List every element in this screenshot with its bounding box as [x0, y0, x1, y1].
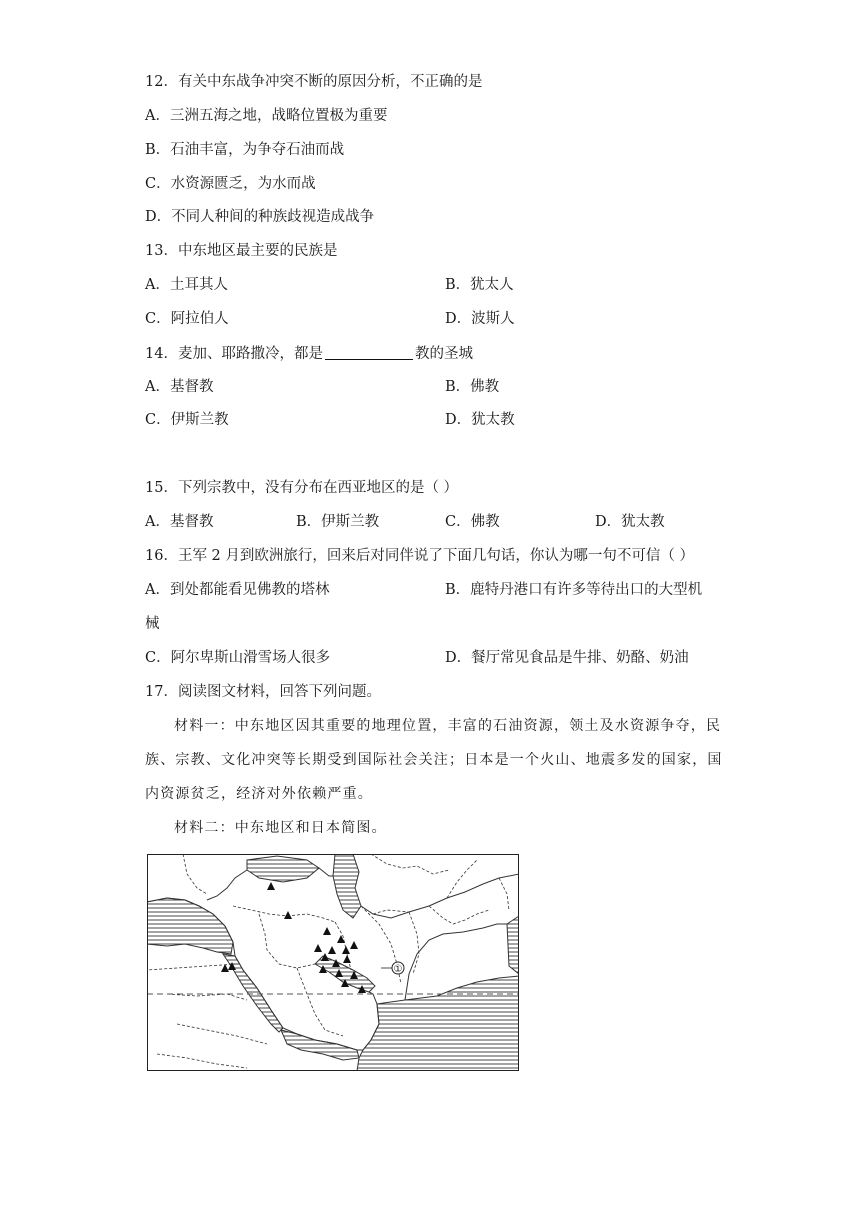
middle-east-map: [147, 854, 519, 1071]
answer-blank: [325, 343, 413, 360]
question-16-stem: 16．王军 2 月到欧洲旅行，回来后对同伴说了下面几句话，你认为哪一句不可信（ ）: [145, 548, 695, 564]
gulf-of-aden: [281, 1030, 359, 1060]
question-14-option-a: A．基督教: [145, 379, 214, 395]
oil-field-triangle-icon: [323, 927, 331, 935]
question-13-stem: 13．中东地区最主要的民族是: [145, 243, 338, 259]
question-14-option-b: B．佛教: [445, 379, 500, 395]
arabian-sea: [357, 976, 519, 1071]
oil-field-triangle-icon: [350, 941, 358, 949]
question-12-option-b: B．石油丰富，为争夺石油而战: [145, 142, 345, 158]
question-12-stem: 12．有关中东战争冲突不断的原因分析，不正确的是: [145, 74, 483, 90]
question-13-option-a: A．土耳其人: [145, 277, 228, 293]
oil-field-triangle-icon: [337, 935, 345, 943]
question-17-stem: 17．阅读图文材料，回答下列问题。: [145, 684, 381, 700]
question-16-option-b-wrap: 械: [145, 616, 160, 632]
mediterranean-sea: [147, 898, 233, 954]
question-13-option-b: B．犹太人: [445, 277, 514, 293]
oil-field-triangle-icon: [221, 964, 229, 972]
material-1-line-2: 族、宗教、文化冲突等长期受到国际社会关注；日本是一个火山、地震多发的国家，国: [145, 752, 723, 768]
oil-field-triangle-icon: [314, 944, 322, 952]
question-13-option-c: C．阿拉伯人: [145, 311, 229, 327]
question-16-option-a: A．到处都能看见佛教的塔林: [145, 582, 330, 598]
question-13-option-d: D．波斯人: [445, 311, 515, 327]
question-12-option-c: C．水资源匮乏，为水而战: [145, 176, 316, 192]
question-15-option-c: C．佛教: [445, 514, 500, 530]
question-14-stem: [145, 343, 473, 364]
oil-field-triangle-icon: [328, 946, 336, 954]
bay-of-bengal: [507, 916, 519, 974]
material-1-line-1: 材料一：中东地区因其重要的地理位置，丰富的石油资源，领土及水资源争夺，民: [174, 718, 722, 734]
question-14-stem-after: 教的圣城: [414, 346, 473, 362]
question-15-option-b: B．伊斯兰教: [296, 514, 380, 530]
question-14-option-c: C．伊斯兰教: [145, 412, 229, 428]
oil-field-triangle-icon: [343, 955, 351, 963]
oil-field-triangle-icon: [342, 946, 350, 954]
question-16-option-b: B．鹿特丹港口有许多等待出口的大型机: [445, 582, 703, 598]
black-sea: [247, 856, 319, 882]
question-12-option-a: A．三洲五海之地，战略位置极为重要: [145, 108, 388, 124]
question-15-option-a: A．基督教: [145, 514, 214, 530]
question-15-option-d: D．犹太教: [595, 514, 665, 530]
oil-field-triangle-icon: [267, 882, 275, 890]
material-1-line-3: 内资源贫乏，经济对外依赖严重。: [145, 786, 373, 802]
question-14-stem-before: 14．麦加、耶路撒冷，都是: [145, 346, 323, 362]
material-2-caption: 材料二：中东地区和日本简图。: [174, 820, 387, 836]
question-14-option-d: D．犹太教: [445, 412, 515, 428]
question-16-option-d: D．餐厅常见食品是牛排、奶酪、奶油: [445, 650, 689, 666]
question-12-option-d: D．不同人种间的种族歧视造成战争: [145, 209, 375, 225]
caspian-sea: [333, 854, 361, 918]
question-15-stem: 15．下列宗教中，没有分布在西亚地区的是（ ）: [145, 480, 459, 496]
question-16-option-c: C．阿尔卑斯山滑雪场人很多: [145, 650, 331, 666]
marker-label-1: ①: [393, 964, 403, 975]
oil-field-triangle-icon: [284, 911, 292, 919]
